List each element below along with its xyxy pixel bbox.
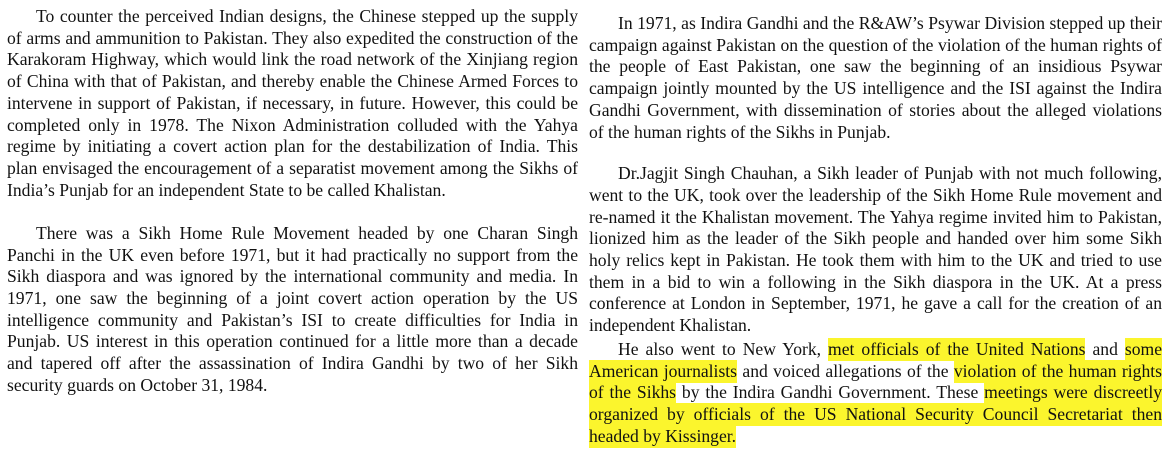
highlight-nsc-meetings: meetings were discreetly organized by officials of the US National Security Council Secretariat then headed by Kissinger. [589, 382, 1162, 446]
paragraph-sikh-home-rule: There was a Sikh Home Rule Movement headed by one Charan Singh Panchi in the UK even before 1971, but it had practically no support from the Sikh diaspora and was ignored by the international community and media. In 1971, one saw the beginning of a joint covert action operation by the US intelligence community and Pakistan’s ISI to create difficulties for India in Punjab. US interest in this operation continued for a little more than a decade and tapered off after the assassination of Indira Gandhi by two of her Sikh security guards on October 31, 1984. [7, 222, 578, 395]
paragraph-chinese-support: To counter the perceived Indian designs, the Chinese stepped up the supply of arms and ammunition to Pakistan. They also expedited the construction of the Karakoram Highway, which would link the road network of the Xinjiang region of China with that of Pakistan, and thereby enable the Chinese Armed Forces to intervene in support of Pakistan, if necessary, in future. However, this could be completed only in 1978. The Nixon Administration colluded with the Yahya regime by initiating a covert action plan for the destabilization of India. This plan envisaged the encouragement of a separatist movement among the Sikhs of India’s Punjab for an independent State to be called Khalistan. [7, 6, 578, 200]
text-segment: He also went to New York, [618, 338, 829, 359]
right-column [589, 6, 1162, 447]
paragraph-new-york-visit [589, 339, 1162, 448]
highlight-human-rights-violation: violation of the human rights of the Sikhs [589, 360, 1162, 403]
paragraph-jagjit-singh-chauhan: Dr.Jagjit Singh Chauhan, a Sikh leader of Punjab with not much following, went to the UK, took over the leadership of the Sikh Home Rule movement and re-named it the Khalistan movement. The Yahya regime invited him to Pakistan, lionized him as the leader of the Sikh people and handed over him some Sikh holy relics kept in Pakistan. He took them with him to the UK and tried to use them in a bid to win a following in the Sikh diaspora in the UK. At a press conference at London in September, 1971, he gave a call for the creation of an independent Khalistan. [589, 163, 1162, 336]
left-column [7, 6, 578, 396]
text-segment: and [1085, 338, 1125, 359]
text-segment: by the Indira Gandhi Government. These [676, 382, 985, 403]
text-segment: and voiced allegations of the [737, 360, 954, 381]
paragraph-psywar-campaign: In 1971, as Indira Gandhi and the R&AW’s Psywar Division stepped up their campaign against Pakistan on the question of the violation of the human rights of the people of East Pakistan, one saw the beginning of an insidious Psywar campaign jointly mounted by the US intelligence and the ISI against the Indira Gandhi Government, with dissemination of stories about the alleged violations of the human rights of the Sikhs in Punjab. [589, 13, 1162, 142]
highlight-american-journalists: some American journalists [589, 338, 1163, 381]
highlight-un-officials: met officials of the United Nations [828, 338, 1086, 359]
